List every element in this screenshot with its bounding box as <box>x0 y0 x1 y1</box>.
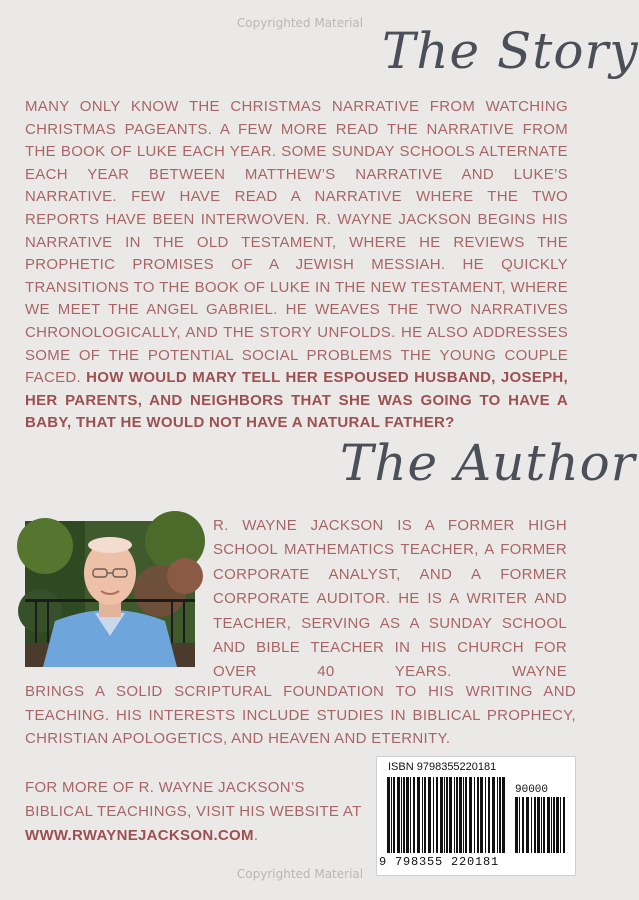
website-link[interactable]: WWW.RWAYNEJACKSON.COM <box>25 827 254 844</box>
author-bio-continued: BRINGS A SOLID SCRIPTURAL FOUNDATION TO HIS WRITING AND TEACHING. HIS INTERESTS INCLUDE STUDIES IN BIBLICAL PROPHECY, CHRISTIAN APOLOGETICS, AND HEAVEN AND ETERNITY. <box>25 683 576 748</box>
author-heading: The Author <box>340 434 636 492</box>
story-emphasis: HOW WOULD MARY TELL HER ESPOUSED HUSBAND, JOSEPH, HER PARENTS, AND NEIGHBORS THAT SHE WAS GOING TO HAVE A BABY, THAT HE WOULD NOT HAVE A NATURAL FATHER? <box>25 369 568 432</box>
author-bio: R. WAYNE JACKSON IS A FORMER HIGH SCHOOL MATHEMATICS TEACHER, A FORMER CORPORATE ANALYST, AND A FORMER CORPORATE AUDITOR. HE IS A WRITER AND TEACHER, SERVING AS A SUNDAY SCHOOL AND BIBLE TEACHER IN HIS CHURCH FOR OVER 40 YEARS. WAYNE <box>213 517 567 681</box>
story-body: MANY ONLY KNOW THE CHRISTMAS NARRATIVE FROM WATCHING CHRISTMAS PAGEANTS. A FEW MORE READ THE NARRATIVE FROM THE BOOK OF LUKE EACH YEAR. SOME SUNDAY SCHOOLS ALTERNATE EACH YEAR BETWEEN MATTHEW’S NARRATIVE AND LUKE’S NARRATIVE. FEW HAVE READ A NARRATIVE WHERE THE TWO REPORTS HAVE BEEN INTERWOVEN. R. WAYNE JACKSON BEGINS HIS NARRATIVE IN THE OLD TESTAMENT, WHERE HE REVIEWS THE PROPHETIC PROMISES OF A JEWISH MESSIAH. HE QUICKLY TRANSITIONS TO THE BOOK OF LUKE IN THE NEW TESTAMENT, WHERE WE MEET THE ANGEL GABRIEL. HE WEAVES THE TWO NARRATIVES CHRONOLOGICALLY, AND THE STORY UNFOLDS. HE ALSO ADDRESSES SOME OF THE POTENTIAL SOCIAL PROBLEMS THE YOUNG COUPLE FACED. <box>25 98 568 387</box>
price-code: 90000 <box>515 784 549 796</box>
website-note-end: . <box>253 827 259 844</box>
watermark-top: Copyrighted Material <box>236 16 364 30</box>
story-heading: The Story <box>382 22 639 80</box>
isbn-digits: 9 798355 220181 <box>379 855 500 869</box>
author-portrait-photo <box>25 521 195 667</box>
website-note-text: FOR MORE OF R. WAYNE JACKSON’S BIBLICAL TEACHINGS, VISIT HIS WEBSITE AT <box>25 779 362 820</box>
author-photo <box>25 521 195 667</box>
story-text <box>25 96 568 435</box>
watermark-bottom: Copyrighted Material <box>236 867 364 881</box>
isbn-barcode <box>376 756 576 876</box>
website-note <box>25 776 370 848</box>
isbn-label: ISBN 9798355220181 <box>388 761 497 773</box>
